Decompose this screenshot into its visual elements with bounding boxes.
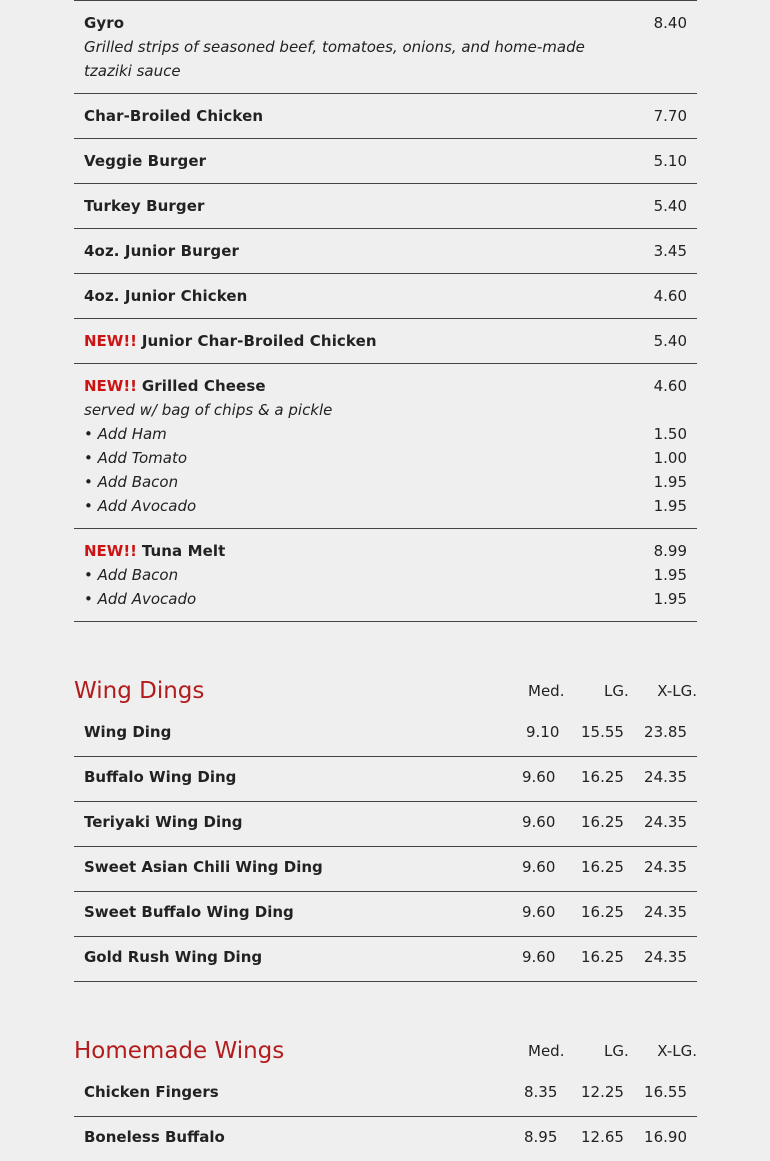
menu-item [74, 183, 697, 228]
wing-row [74, 801, 697, 846]
item-name: Turkey Burger [84, 197, 205, 215]
addon-label: • Add Bacon [84, 566, 179, 584]
item-name: Teriyaki Wing Ding [84, 813, 243, 831]
price-xlg: 24.35 [644, 858, 687, 876]
item-price: 8.40 [653, 14, 687, 32]
menu-item [74, 318, 697, 363]
price-lg: 16.25 [581, 768, 624, 786]
item-desc: tzaziki sauce [84, 62, 181, 80]
item-desc: served w/ bag of chips & a pickle [84, 401, 333, 419]
item-name: 4oz. Junior Burger [84, 242, 240, 260]
wing-row [74, 1116, 697, 1161]
price-lg: 15.55 [581, 723, 624, 741]
sandwich-list [74, 0, 697, 622]
price-xlg: 24.35 [644, 948, 687, 966]
price-med: 9.10 [526, 723, 560, 741]
addon-price: 1.95 [653, 590, 687, 608]
col-header-med: Med. [528, 1042, 565, 1060]
item-price: 8.99 [653, 542, 687, 560]
price-lg: 16.25 [581, 858, 624, 876]
addon-label: • Add Avocado [84, 590, 197, 608]
addon-price: 1.95 [653, 497, 687, 515]
wing-row [74, 936, 697, 981]
item-name: Wing Ding [84, 723, 172, 741]
section-wing-dings [74, 668, 697, 982]
item-name: Boneless Buffalo [84, 1128, 225, 1146]
addon-price: 1.00 [653, 449, 687, 467]
item-name: Buffalo Wing Ding [84, 768, 237, 786]
price-lg: 16.25 [581, 813, 624, 831]
price-xlg: 23.85 [644, 723, 687, 741]
menu [74, 0, 697, 1161]
col-header-lg: LG. [604, 682, 629, 700]
item-name: 4oz. Junior Chicken [84, 287, 248, 305]
item-price: 4.60 [653, 377, 687, 395]
price-xlg: 24.35 [644, 903, 687, 921]
item-name: Chicken Fingers [84, 1083, 219, 1101]
addon-label: • Add Tomato [84, 449, 188, 467]
item-name: Gold Rush Wing Ding [84, 948, 263, 966]
item-price: 7.70 [653, 107, 687, 125]
menu-item-grilled-cheese [74, 363, 697, 528]
col-header-med: Med. [528, 682, 565, 700]
item-name: Gyro [84, 14, 125, 32]
menu-item [74, 93, 697, 138]
col-header-xlg: X-LG. [657, 682, 697, 700]
item-name: Grilled Cheese [141, 377, 266, 395]
item-name: Sweet Buffalo Wing Ding [84, 903, 294, 921]
col-header-lg: LG. [604, 1042, 629, 1060]
wing-row [74, 891, 697, 936]
price-lg: 12.65 [581, 1128, 624, 1146]
col-header-xlg: X-LG. [657, 1042, 697, 1060]
addon-price: 1.95 [653, 473, 687, 491]
menu-item-gyro [74, 0, 697, 93]
new-badge: NEW!! [84, 542, 138, 560]
addon-label: • Add Bacon [84, 473, 179, 491]
addon-price: 1.95 [653, 566, 687, 584]
addon-label: • Add Avocado [84, 497, 197, 515]
new-badge: NEW!! [84, 332, 138, 350]
price-med: 9.60 [522, 903, 556, 921]
item-name: Char-Broiled Chicken [84, 107, 264, 125]
item-desc: Grilled strips of seasoned beef, tomatoes, onions, and home-made [84, 38, 585, 56]
price-med: 9.60 [522, 813, 556, 831]
price-lg: 16.25 [581, 903, 624, 921]
menu-item [74, 273, 697, 318]
section-homemade-wings [74, 1028, 697, 1161]
wing-row [74, 1072, 697, 1116]
price-med: 9.60 [522, 768, 556, 786]
price-med: 9.60 [522, 948, 556, 966]
item-name: Sweet Asian Chili Wing Ding [84, 858, 323, 876]
price-xlg: 16.55 [644, 1083, 687, 1101]
item-name: Junior Char-Broiled Chicken [141, 332, 377, 350]
price-xlg: 24.35 [644, 768, 687, 786]
menu-item [74, 138, 697, 183]
new-badge: NEW!! [84, 377, 138, 395]
item-name: Tuna Melt [141, 542, 226, 560]
wing-row [74, 846, 697, 891]
price-lg: 12.25 [581, 1083, 624, 1101]
item-price: 5.40 [653, 197, 687, 215]
price-med: 8.95 [524, 1128, 558, 1146]
menu-item-tuna-melt [74, 528, 697, 621]
item-price: 4.60 [653, 287, 687, 305]
wing-row [74, 712, 697, 756]
addon-label: • Add Ham [84, 425, 167, 443]
price-xlg: 24.35 [644, 813, 687, 831]
addon-price: 1.50 [653, 425, 687, 443]
price-lg: 16.25 [581, 948, 624, 966]
item-name: Veggie Burger [84, 152, 207, 170]
price-xlg: 16.90 [644, 1128, 687, 1146]
section-title: Wing Dings [74, 678, 205, 704]
item-price: 3.45 [653, 242, 687, 260]
price-med: 8.35 [524, 1083, 558, 1101]
section-title: Homemade Wings [74, 1038, 285, 1064]
item-price: 5.40 [653, 332, 687, 350]
price-med: 9.60 [522, 858, 556, 876]
wing-row [74, 756, 697, 801]
item-price: 5.10 [653, 152, 687, 170]
menu-item [74, 228, 697, 273]
